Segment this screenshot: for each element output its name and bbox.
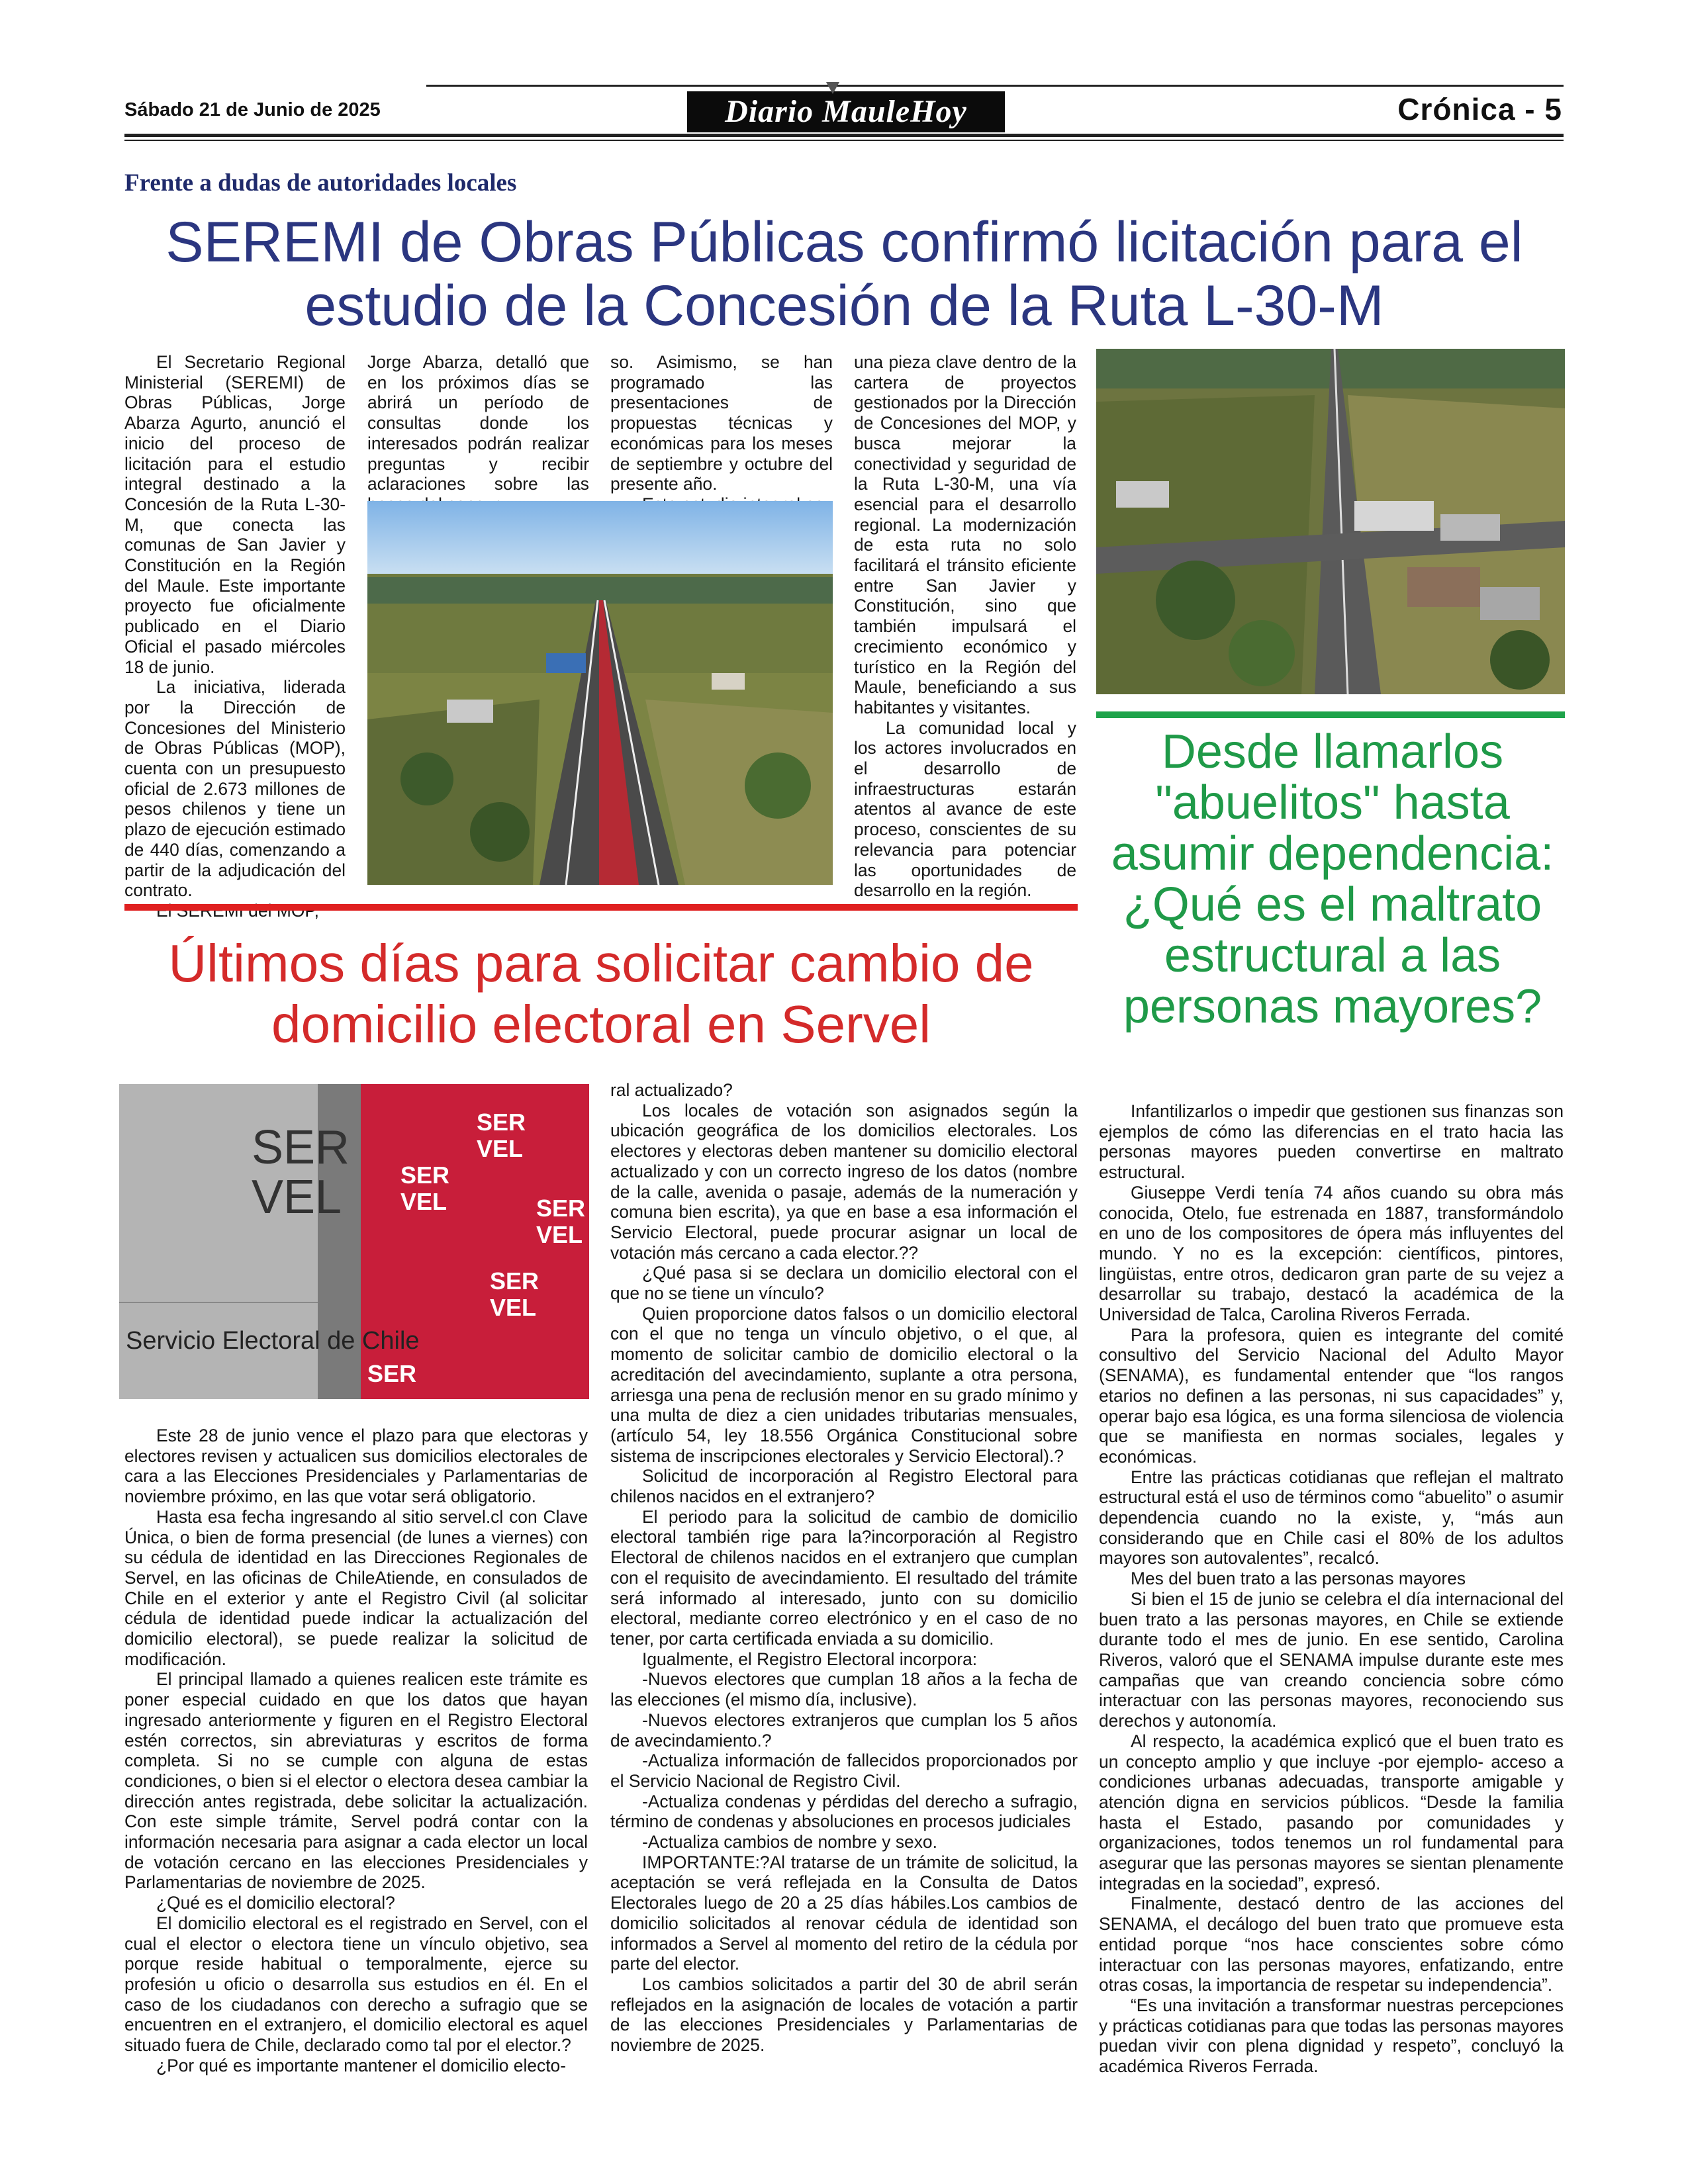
paragraph: Este 28 de junio vence el plazo para que electoras y electores revisen y actualicen sus domicilios electorales de cara a las Elecciones Presidenciales y Parlamentarias de noviembre próximo, en las que votar será obligatorio. — [124, 1426, 588, 1507]
paragraph: Infantilizarlos o impedir que gestionen sus finanzas son ejemplos de cómo las diferencias en el trato hacia las personas mayores pueden convertirse en maltrato estructural. — [1099, 1101, 1564, 1183]
paragraph: “Es una invitación a transformar nuestras percepciones y prácticas cotidianas para que todas las personas mayores puedan vivir con plena dignidad y respeto”, concluyó la académica Riveros Ferrada. — [1099, 1995, 1564, 2077]
servel-logo-text: VEL — [536, 1221, 583, 1248]
article2-red-rule — [124, 904, 1078, 911]
paragraph: Mes del buen trato a las personas mayores — [1131, 1569, 1466, 1589]
road-photo-svg — [367, 501, 833, 885]
road-town-aerial-photo — [1096, 349, 1565, 694]
servel-caption: Servicio Electoral de Chile — [126, 1327, 420, 1355]
servel-photo-svg — [119, 1084, 589, 1399]
servel-logo-text: VEL — [490, 1294, 537, 1321]
paragraph: Los cambios solicitados a partir del 30 de abril serán reflejados en la asignación de locales de votación a partir de las elecciones Presidenciales y Parlamentarias de noviembre de 2025. — [610, 1974, 1078, 2056]
section-page-label: Crónica - 5 — [1397, 92, 1562, 126]
paragraph: -Actualiza cambios de nombre y sexo. — [642, 1832, 937, 1852]
paragraph: -Actualiza condenas y pérdidas del derecho a sufragio, término de condenas y absoluciones en procesos judiciales — [610, 1791, 1078, 1832]
paragraph: El domicilio electoral es el registrado en Servel, con el cual el elector o electora tiene un vínculo objetivo, sea porque reside habitual o temporalmente, ejerce su profesión u oficio o desarrolla sus estudios en él. En el caso de los ciudadanos con derecho a sufragio que se encuentren en el extranjero, el domicilio electoral es aquel situado fuera de Chile, declarado como tal por el elector.? — [124, 1913, 588, 2056]
paragraph: Solicitud de incorporación al Registro Electoral para chilenos nacidos en el extranjero? — [610, 1466, 1078, 1507]
paragraph: El principal llamado a quienes realicen este trámite es poner especial cuidado en que los datos que hayan ingresado anteriormente y figuren en el Registro Electoral estén correctos, sin abreviaturas y escritos de forma completa. Si no se cumple con alguna de estas condiciones, o bien si el elector o electora desea cambiar la dirección antes registrada, debe solicitar la actualización. Con este simple trámite, Servel podrá contar con la información necesaria para asignar a cada elector un local de votación cercano en las elecciones Presidenciales y Parlamentarias de noviembre de 2025. — [124, 1669, 588, 1893]
servel-photo — [119, 1084, 589, 1399]
servel-logo-text: SER — [400, 1161, 450, 1189]
article1-headline: SEREMI de Obras Públicas confirmó licitación para el estudio de la Concesión de la Ruta L-30-M — [165, 210, 1523, 338]
paragraph: Igualmente, el Registro Electoral incorpora: — [642, 1649, 978, 1669]
paragraph: Para la profesora, quien es integrante del comité consultivo del Servicio Nacional del Adulto Mayor (SENAMA), es fundamental entender que “los rangos etarios no definen a las personas, ni sus capacidades” y, operar bajo esa lógica, es una forma silenciosa de violencia que se manifiesta en normas sociales, legales y económicas. — [1099, 1324, 1564, 1467]
paragraph: so. Asimismo, se han programado las presentaciones de propuestas técnicas y económicas para los meses de septiembre y octubre del presente año. — [610, 352, 833, 494]
masthead-logo: Diario MauleHoy — [687, 91, 1005, 132]
article1-col3 — [610, 352, 833, 515]
servel-sign-text: VEL — [252, 1171, 342, 1224]
header-top-rule — [426, 85, 1564, 87]
paragraph: IMPORTANTE:?Al tratarse de un trámite de solicitud, la aceptación se verá reflejada en la Consulta de Datos Electorales luego de 20 a 25 días hábiles.Los cambios de domicilio solicitados al renovar cédula de identidad son informados a Servel al momento del retiro de la cédula por parte del elector. — [610, 1852, 1078, 1974]
paragraph: Entre las prácticas cotidianas que reflejan el maltrato estructural está el uso de términos como “abuelito” o asumir dependencia cuando no la existe, y, “más aun considerando que en Chile casi el 80% de los adultos mayores son autovalentes”, recalcó. — [1099, 1467, 1564, 1569]
paragraph: Jorge Abarza, detalló que en los próximos días se abrirá un período de consultas donde los interesados podrán realizar preguntas y recibir aclaraciones sobre las — [367, 352, 589, 494]
paragraph: Quien proporcione datos falsos o un domicilio electoral con el que no tenga un vínculo objetivo, o el que, al momento de solicitar cambio de domicilio electoral o la acreditación del avecindamiento, suplante a otra persona, arriesga una pena de reclusión menor en su grado mínimo y una multa de diez a cien unidades tributarias mensuales, (artículo 54, ley 18.556 Orgánica Constitucional sobre sistema de inscripciones electorales y Servicio Electoral).? — [610, 1303, 1078, 1466]
paragraph: La comunidad local y los actores involucrados en el desarrollo de infraestructuras estarán atentos al avance de este proceso, conscientes de su relevancia para potenciar las oportunidades de desarrollo en la región. — [854, 717, 1076, 901]
paragraph: El Secretario Regional Ministerial (SEREMI) de Obras Públicas, Jorge Abarza Agurto, anunció el inicio del proceso de licitación para el estudio integral destinado a la Concesión de la Ruta L-30-M, que conecta las comunas de San Javier y Constitución en la Región del Maule. Este importante proyecto fue oficialmente publicado en el Diario Oficial el pasado miércoles 18 de junio. — [124, 352, 346, 677]
article3-col — [1099, 1101, 1564, 2077]
article1-col2 — [367, 352, 589, 515]
issue-date: Sábado 21 de Junio de 2025 — [124, 99, 381, 120]
article2-col2 — [610, 1080, 1078, 2056]
paragraph: ¿Por qué es importante mantener el domicilio electo- — [156, 2055, 567, 2075]
masthead-pin-icon — [826, 82, 839, 94]
article3-green-rule — [1096, 711, 1565, 718]
paragraph: El periodo para la solicitud de cambio de domicilio electoral también rige para la?incorporación al Registro Electoral de chilenos nacidos en el extranjero que cumplan con el requisito de avecindamiento. El resultado del trámite será informado al interesado, junto con su domicilio electoral, mediante correo electrónico y en el caso de no tener, por carta certificada enviada a su domicilio. — [610, 1506, 1078, 1649]
paragraph: Finalmente, destacó dentro de las acciones del SENAMA, el decálogo del buen trato que promueve esta entidad porque “nos hace conscientes sobre cómo interactuar con las personas mayores, enfatizando, entre otras cosas, la importancia de respetar su independencia”. — [1099, 1893, 1564, 1995]
servel-logo-text: VEL — [400, 1188, 447, 1215]
paragraph: -Nuevos electores extranjeros que cumplan los 5 años de avecindamiento.? — [610, 1709, 1078, 1751]
paragraph: La iniciativa, liderada por la Dirección de Concesiones del Ministerio de Obras Públicas (MOP), cuenta con un presupuesto oficial de 2.673 millones de pesos chilenos y tiene un plazo de ejecución estimado de 440 días, comenzando a partir de la adjudicación del contrato. — [124, 677, 346, 901]
paragraph: Al respecto, la académica explicó que el buen trato es un concepto amplio y que incluye -por ejemplo- acceso a condiciones urbanas adecuadas, transporte amigable y atención digna en servicios públicos. “Desde la familia hasta el Estado, pasando por comunidades y organizaciones, todos tenemos un rol fundamental para asegurar que las personas mayores se sientan plenamente integradas en la sociedad”, expresó. — [1099, 1731, 1564, 1893]
paragraph: ral actualizado? — [610, 1080, 733, 1100]
paragraph: -Actualiza información de fallecidos proporcionados por el Servicio Nacional de Registro Civil. — [610, 1751, 1078, 1791]
header-bottom-rule-thin — [124, 140, 1564, 141]
article1-col4 — [854, 352, 1076, 901]
servel-logo-text: VEL — [477, 1135, 524, 1162]
paragraph: -Nuevos electores que cumplan 18 años a la fecha de las elecciones (el mismo día, inclusive). — [610, 1669, 1078, 1710]
paragraph: Si bien el 15 de junio se celebra el día internacional del buen trato a las personas mayores, en Chile se extiende durante todo el mes de junio. En ese sentido, Carolina Riveros, valoró que el SENAMA impulse durante este mes campañas que van creando conciencia sobre cómo interactuar con las personas mayores, reconociendo sus derechos y autonomía. — [1099, 1588, 1564, 1731]
paragraph: ¿Qué es el domicilio electoral? — [156, 1893, 395, 1913]
servel-logo-text: SER — [367, 1360, 417, 1387]
article2-col1 — [124, 1426, 588, 2076]
road-town-photo-svg — [1096, 349, 1565, 694]
road-aerial-photo — [367, 501, 833, 885]
servel-sign-text: SER — [252, 1121, 350, 1174]
paragraph: Hasta esa fecha ingresando al sitio servel.cl con Clave Única, o bien de forma presencial (de lunes a viernes) con su cédula de identidad en las Direcciones Regionales de Servel, en las oficinas de ChileAtiende, en consulados de Chile en el exterior y ante el Registro Civil (al solicitar cédula de identidad puede indicar la actualización del domicilio electoral), se puede realizar la solicitud de modificación. — [124, 1506, 588, 1669]
article3-headline: Desde llamarlos "abuelitos" hasta asumir dependencia: ¿Qué es el maltrato estructural a las personas mayores? — [1111, 725, 1554, 1033]
servel-logo-text: SER — [490, 1267, 539, 1295]
article2-headline: Últimos días para solicitar cambio de domicilio electoral en Servel — [168, 934, 1034, 1054]
servel-logo-text: SER — [477, 1109, 526, 1136]
header-bottom-rule — [124, 134, 1564, 137]
servel-logo-text: SER — [536, 1195, 586, 1222]
paragraph: ¿Qué pasa si se declara un domicilio electoral con el que no se tiene un vínculo? — [610, 1263, 1078, 1304]
article1-col1 — [124, 352, 346, 921]
article1-kicker: Frente a dudas de autoridades locales — [124, 169, 517, 197]
paragraph: Los locales de votación son asignados según la ubicación geográfica de los domicilios electorales. Los electores y electoras deben mantener su domicilio electoral actualizado y con un correcto ingreso de los datos (nombre de la calle, avenida o pasaje, además de la numeración y comuna bien escrita), ya que en base a esa información el Servicio Electoral, puede procurar asignar un local de votación más cercano a cada elector.?? — [610, 1100, 1078, 1263]
paragraph: una pieza clave dentro de la cartera de proyectos gestionados por la Dirección de Concesiones del MOP, y busca mejorar la conectividad y seguridad de la Ruta L-30-M, una vía esencial para el desarrollo regional. La modernización de esta ruta no solo facilitará el tránsito eficiente entre San Javier y Constitución, sino que también impulsará el crecimiento económico y turístico en la Región del Maule, beneficiando a sus habitantes y visitantes. — [854, 352, 1076, 717]
paragraph: Giuseppe Verdi tenía 74 años cuando su obra más conocida, Otelo, fue estrenada en 1887, transformándolo en uno de los compositores de ópera más influyentes del mundo. Y no es la excepción: científicos, pintores, lingüistas, entre otros, dedicaron gran parte de su vejez a desarrollar su trabajo, destacó la académica de la Universidad de Talca, Carolina Riveros Ferrada. — [1099, 1182, 1564, 1325]
